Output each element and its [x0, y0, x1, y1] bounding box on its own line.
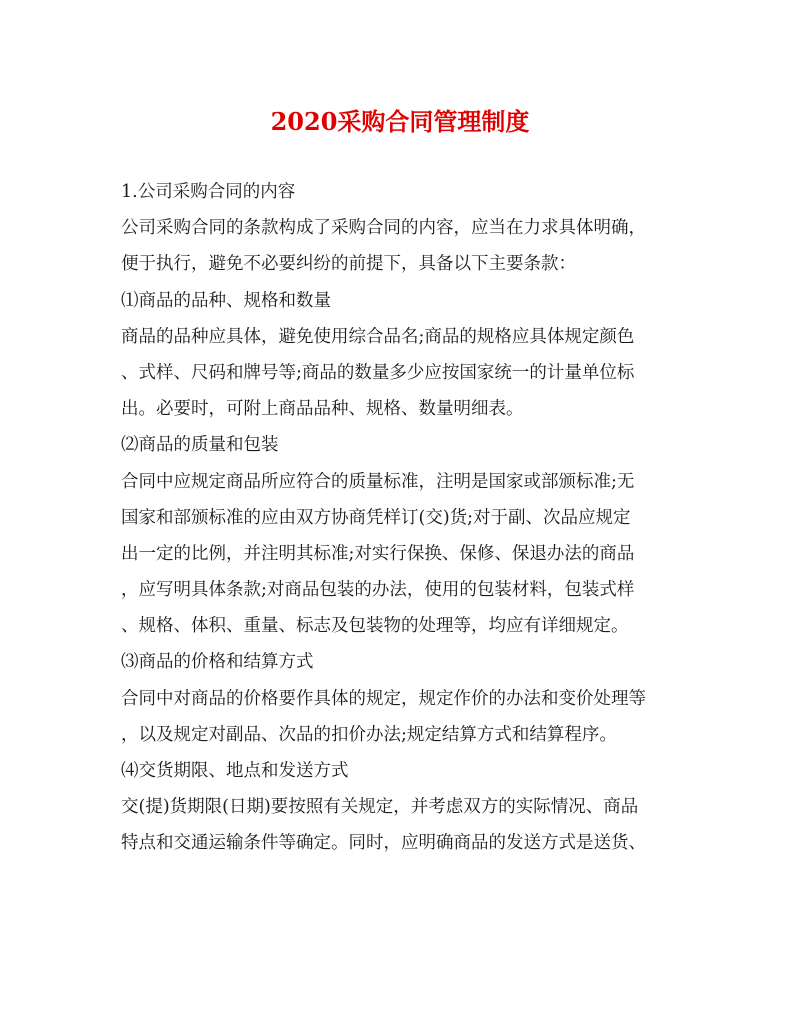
text-line: 出。必要时，可附上商品品种、规格、数量明细表。	[121, 399, 524, 420]
text-line: ，应写明具体条款;对商品包装的办法，使用的包装材料，包装式样	[121, 580, 635, 601]
text-line: 国家和部颁标准的应由双方协商凭样订(交)货;对于副、次品应规定	[121, 507, 631, 528]
document-body	[121, 174, 681, 862]
document-title: 2020采购合同管理制度	[270, 107, 530, 136]
text-line: 商品的品种应具体，避免使用综合品名;商品的规格应具体规定颜色	[121, 326, 635, 347]
text-line: ，以及规定对副品、次品的扣价办法;规定结算方式和结算程序。	[121, 724, 617, 745]
text-line: 合同中应规定商品所应符合的质量标准，注明是国家或部颁标准;无	[121, 471, 635, 492]
text-line: 1.公司采购合同的内容	[121, 182, 296, 202]
text-line: ⑶商品的价格和结算方式	[121, 652, 314, 673]
text-line: 交(提)货期限(日期)要按照有关规定，并考虑双方的实际情况、商品	[121, 797, 639, 818]
text-line: 公司采购合同的条款构成了采购合同的内容，应当在力求具体明确，	[121, 218, 646, 239]
text-line: ⑴商品的品种、规格和数量	[121, 290, 331, 311]
text-line: 合同中对商品的价格要作具体的规定，规定作价的办法和变价处理等	[121, 688, 646, 709]
text-line: 、规格、体积、重量、标志及包装物的处理等，均应有详细规定。	[121, 616, 629, 637]
text-line: 便于执行，避免不必要纠纷的前提下，具备以下主要条款：	[121, 254, 576, 275]
text-line: 出一定的比例，并注明其标准;对实行保换、保修、保退办法的商品	[121, 543, 635, 564]
text-line: ⑷交货期限、地点和发送方式	[121, 761, 349, 781]
text-line: 特点和交通运输条件等确定。同时，应明确商品的发送方式是送货、	[121, 833, 646, 854]
text-line: ⑵商品的质量和包装	[121, 435, 279, 456]
text-line: 、式样、尺码和牌号等;商品的数量多少应按国家统一的计量单位标	[121, 362, 635, 383]
